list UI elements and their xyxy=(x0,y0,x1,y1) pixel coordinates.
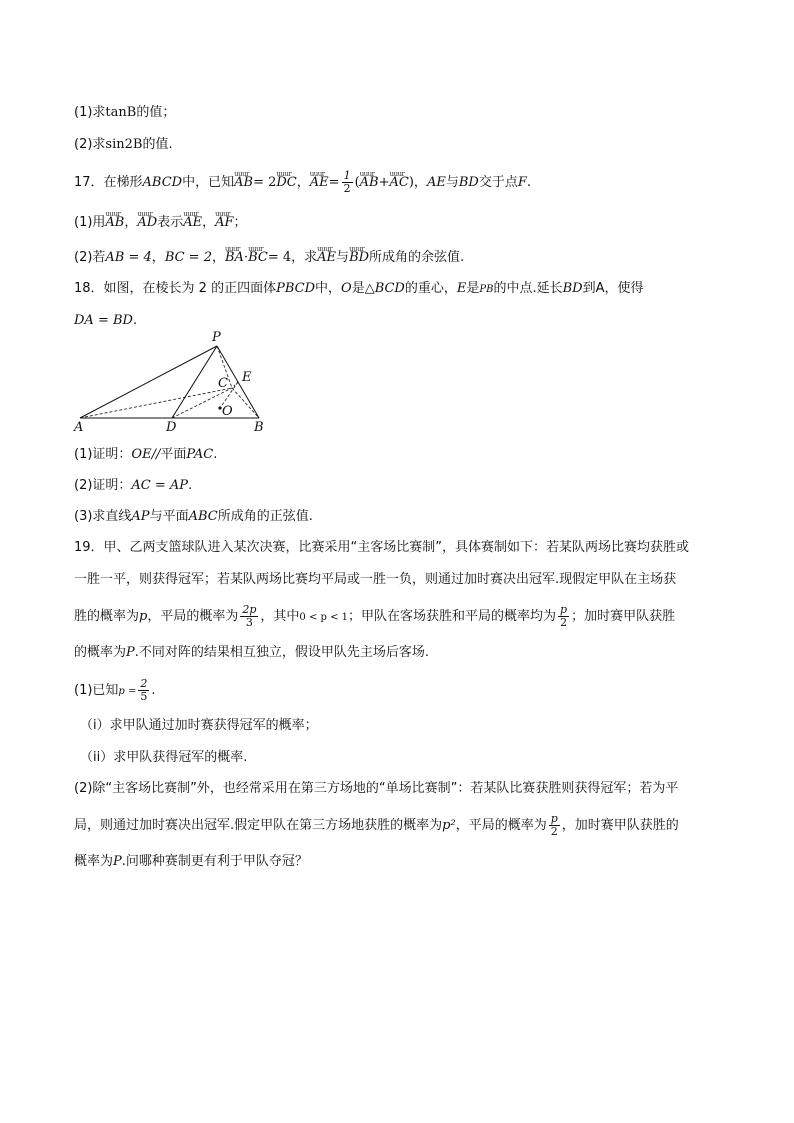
q18-part3: (3)求直线AP与平面ABC所成角的正弦值. xyxy=(74,509,313,524)
label-E: E xyxy=(242,370,252,385)
q19-line1: 19．甲、乙两支篮球队进入某次决赛，比赛采用“主客场比赛制”，具体赛制如下：若某队两场比赛均获胜或 xyxy=(74,540,690,555)
edge-CB xyxy=(232,388,259,418)
edge-AP xyxy=(80,346,217,418)
q19-part2-line1: (2)除“主客场比赛制”外，也经常采用在第三方场地的“单场比赛制”：若某队比赛获胜则获得冠军；若为平 xyxy=(74,781,679,796)
q16-part2: (2)求sin2B的值. xyxy=(74,137,173,152)
segment-EC xyxy=(232,382,238,388)
tetrahedron-figure xyxy=(74,330,274,438)
q19-line3: 胜的概率为p，平局的概率为 $\frac{2p}{3}$ ，其中0 < p < 1；甲队在客场获胜和平局的概率均为 $\frac{p}{2}$ ；加时赛甲队获胜 xyxy=(74,603,676,629)
fraction-half: $\frac{1}{2}$ xyxy=(343,169,351,195)
label-P: P xyxy=(212,330,221,345)
q18-part1: (1)证明：OE//平面PAC. xyxy=(74,447,218,462)
q17-stem: 17．在梯形ABCD中，已知uuur AB= 2uuur DC，uuur AE= $\frac{1}{2}$ (uuur AB+uuur AC)，AE与BD交于点F. xyxy=(74,170,531,195)
q19-part2-line3: 概率为P.问哪种赛制更有利于甲队夺冠？ xyxy=(74,854,308,869)
edge-AC xyxy=(80,388,232,418)
q19-part2-line2: 局，则通过加时赛决出冠军.假定甲队在第三方场地获胜的概率为p²，平局的概率为 $\frac{p}{2}$ ，加时赛甲队获胜的 xyxy=(74,812,679,838)
label-B: B xyxy=(254,420,264,435)
fraction-2p-3: $\frac{2p}{3}$ xyxy=(242,603,257,629)
fraction-p-2b: $\frac{p}{2}$ xyxy=(550,812,558,838)
label-C: C xyxy=(218,376,228,391)
q18-stem: 18．如图，在棱长为 2 的正四面体PBCD中，O是△BCD的重心，E是PB的中点.延长BD到A，使得 xyxy=(74,281,644,296)
fraction-2-5: $\frac{2}{5}$ xyxy=(140,677,148,703)
q19-sub1: （i）求甲队通过加时赛获得冠军的概率； xyxy=(80,718,318,733)
fraction-p-2: $\frac{p}{2}$ xyxy=(560,603,568,629)
label-A: A xyxy=(74,420,84,435)
q19-part1: (1)已知p = $\frac{2}{5}$ . xyxy=(74,677,156,703)
q17-part2: (2)若AB = 4，BC = 2，uuur BA·uuur BC= 4，求uuur AE与uuur BD所成角的余弦值. xyxy=(74,248,464,268)
q17-part1: (1)用uuur AB，uuur AD表示uuur AE，uuur AF； xyxy=(74,213,247,233)
q19-sub2: （ii）求甲队获得冠军的概率. xyxy=(80,750,248,765)
q18-stem-line2: DA = BD. xyxy=(74,313,138,328)
edge-DP xyxy=(172,346,217,418)
q18-part2: (2)证明：AC = AP. xyxy=(74,478,193,493)
q19-line2: 一胜一平，则获得冠军；若某队两场比赛均平局或一胜一负，则通过加时赛决出冠军.现假定甲队在主场获 xyxy=(74,572,677,587)
label-O: O xyxy=(222,404,233,419)
q16-part1: (1)求tanB的值； xyxy=(74,105,176,120)
label-D: D xyxy=(166,420,177,435)
q19-line4: 的概率为P.不同对阵的结果相互独立，假设甲队先主场后客场. xyxy=(74,645,430,660)
